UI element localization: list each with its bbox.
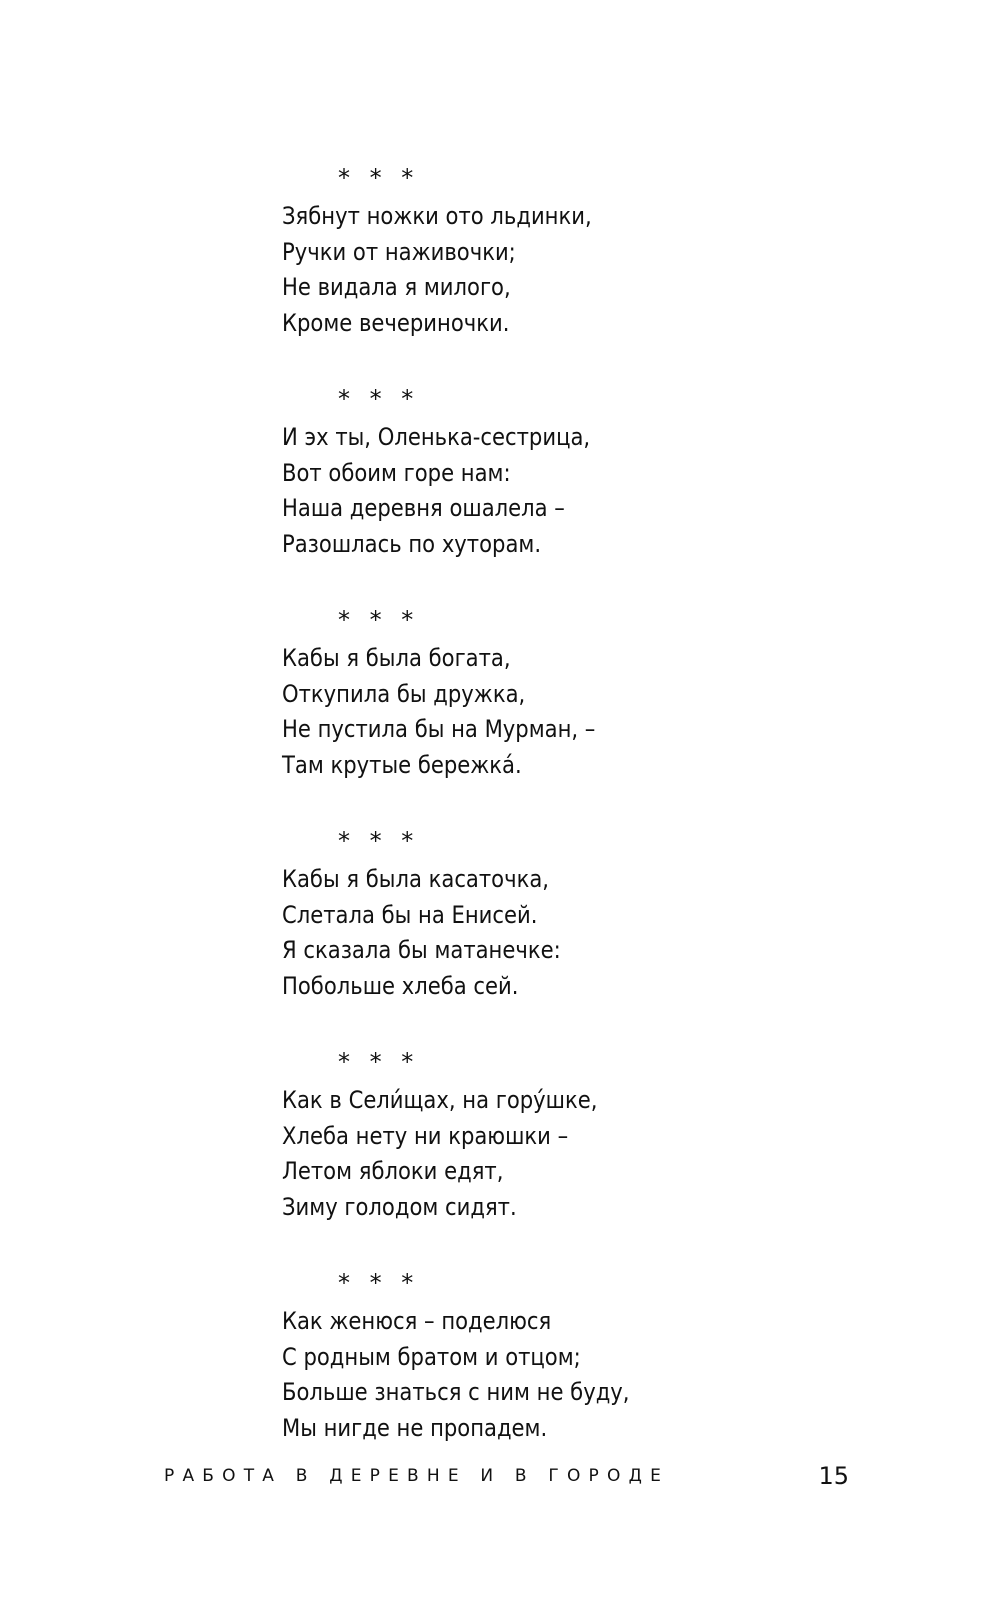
stanza [282, 1083, 922, 1225]
stanza-separator: * * * [338, 1269, 420, 1297]
verse-line: Там крутые бережка́. [282, 750, 522, 779]
stanza-separator: * * * [338, 385, 420, 413]
poem-collection [282, 163, 922, 1489]
verse-line: Слетала бы на Енисей. [282, 900, 538, 929]
verse-line: Кабы я была касаточка, [282, 865, 549, 893]
stanza-separator: * * * [338, 164, 420, 192]
verse-line: Не видала я милого, [282, 273, 511, 301]
stanza [282, 1304, 922, 1446]
stanza-separator: * * * [338, 1048, 420, 1076]
verse-line: С родным братом и отцом; [282, 1342, 581, 1371]
verse-line: Вот обоим горе нам: [282, 458, 511, 487]
verse-line: Мы нигде не пропадем. [282, 1413, 548, 1442]
verse-line: Наша деревня ошалела – [282, 494, 565, 522]
verse-3 [282, 605, 922, 783]
verse-line: Не пустила бы на Мурман, – [282, 715, 596, 743]
stanza [282, 641, 922, 783]
verse-2 [282, 384, 922, 562]
verse-line: Кабы я была богата, [282, 644, 511, 672]
verse-4 [282, 826, 922, 1004]
verse-6 [282, 1268, 922, 1446]
verse-5 [282, 1047, 922, 1225]
stanza-separator: * * * [338, 606, 420, 634]
verse-line: Ручки от наживочки; [282, 237, 516, 266]
verse-line: Откупила бы дружка, [282, 679, 526, 708]
stanza-separator: * * * [338, 827, 420, 855]
verse-line: И эх ты, Оленька-сестрица, [282, 423, 591, 451]
verse-line: Кроме вечериночки. [282, 308, 510, 337]
stanza [282, 199, 922, 341]
verse-line: Зябнут ножки ото льдинки, [282, 202, 592, 230]
page-number: 15 [818, 1462, 849, 1490]
verse-line: Летом яблоки едят, [282, 1157, 504, 1185]
page-footer [164, 1461, 849, 1491]
stanza [282, 862, 922, 1004]
stanza [282, 420, 922, 562]
verse-1 [282, 163, 922, 341]
verse-line: Как в Сели́щах, на гору́шке, [282, 1086, 598, 1114]
verse-line: Больше знаться с ним не буду, [282, 1378, 630, 1406]
running-title: РАБОТА В ДЕРЕВНЕ И В ГОРОДЕ [164, 1466, 670, 1486]
verse-line: Я сказала бы матанечке: [282, 936, 561, 964]
verse-line: Хлеба нету ни краюшки – [282, 1121, 569, 1150]
verse-line: Побольше хлеба сей. [282, 971, 519, 1000]
verse-line: Зиму голодом сидят. [282, 1192, 517, 1221]
verse-line: Как женюся – поделюся [282, 1307, 552, 1335]
verse-line: Разошлась по хуторам. [282, 529, 542, 558]
